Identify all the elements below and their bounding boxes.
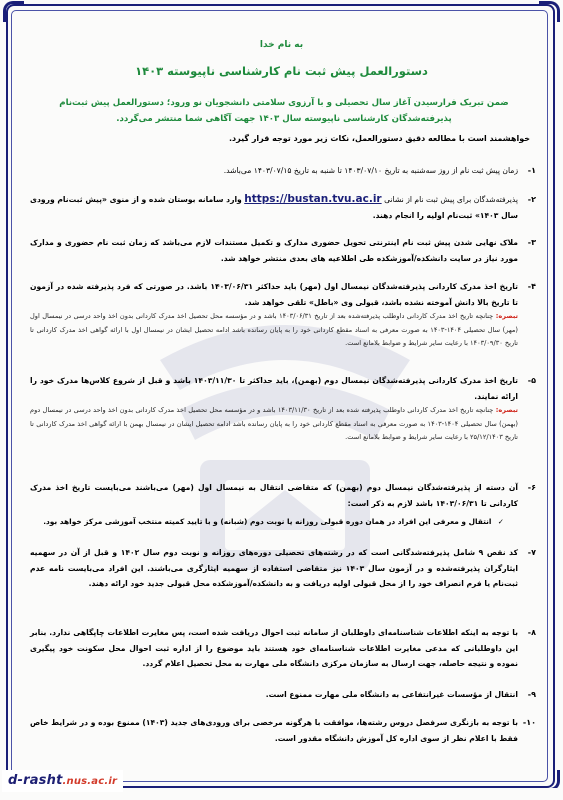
site-name: d-rasht xyxy=(8,773,63,788)
basmala-heading: به نام خدا xyxy=(259,40,304,50)
note-paragraph xyxy=(30,310,518,351)
site-watermark-logo xyxy=(2,770,123,792)
item-text: پذیرفته‌شدگان برای پیش ثبت نام از نشانی xyxy=(384,195,518,204)
item-number: ۵- xyxy=(527,376,536,385)
item-text: ملاک نهایی شدن پیش ثبت نام اینترنتی تحویل حضوری مدارک و تکمیل مستندات لازم می‌باشد که زمان ثبت نام حضوری و مدارک مورد نیاز در سایت دانشکده/آموزشکده طی اطلاعیه های بعدی منتشر خواهد شد. xyxy=(30,238,518,263)
item-text: انتقال از مؤسسات غیرانتفاعی به دانشگاه ملی مهارت ممنوع است. xyxy=(265,690,518,699)
item-number: ۱۰- xyxy=(522,718,536,727)
list-item xyxy=(30,715,536,746)
list-item xyxy=(30,279,536,351)
item-number: ۶- xyxy=(527,483,536,492)
intro-text: خواهشمند است با مطالعه دقیق دستورالعمل، نکات زیر مورد توجه قرار گیرد. xyxy=(229,134,530,143)
item-number: ۴- xyxy=(527,282,536,291)
note-text: چنانچه تاریخ اخذ مدرک کاردانی داوطلب پذیرفته شده بعد از تاریخ ۱۴۰۳/۱۱/۳۰ باشد و در مؤسسه محل تحصیل اخذ مدرک کاردانی بدون اخذ واحد درسی در نیمسال دوم (بهمن) سال تحصیلی ۱۴۰۴-۱۴۰۳ به صورت معرفی به اسناد مقطع کاردانی خود را به پایان رسانده باشد ادامه تحصیل ایشان در نیمسال بهمن با ارائه گواهی اخذ مدرک کاردانی تا تاریخ ۲۵/۱۲/۱۴۰۳ با رعایت سایر شرایط و ضوابط بلامانع است. xyxy=(30,406,518,441)
subitem-text: انتقال و معرفی این افراد در همان دوره قبولی روزانه یا نوبت دوم (شبانه) و با تایید کمیته منتخب آموزشی مرکز خواهد بود. xyxy=(43,517,492,526)
item-number: ۲- xyxy=(527,195,536,204)
list-item xyxy=(30,373,536,445)
list-item xyxy=(30,163,536,179)
item-text: تاریخ اخذ مدرک کاردانی پذیرفته‌شدگان نیمسال دوم (بهمن)، باید حداکثر تا ۱۴۰۳/۱۱/۳۰ باشد و قبل از شروع کلاس‌ها مدرک خود را ارائه نمایند. xyxy=(30,376,518,401)
list-item xyxy=(30,687,536,703)
note-label: تبصره: xyxy=(495,406,518,414)
corner-ornament xyxy=(539,1,560,22)
item-number: ۱- xyxy=(527,166,536,175)
page-title: دستورالعمل پیش ثبت نام کارشناسی ناپیوسته ۱۴۰۳ xyxy=(135,64,428,78)
greeting-paragraph: ضمن تبریک فرارسیدن آغاز سال تحصیلی و با آرزوی سلامتی دانشجویان نو ورود؛ دستورالعمل پیش ثبت‌نام پذیرفته‌شدگان کارشناسی ناپیوسته سال ۱۴۰۳ جهت آگاهی شما منتشر می‌گردد. xyxy=(59,98,509,124)
site-domain: .nus.ac.ir xyxy=(62,776,118,787)
list-item xyxy=(30,235,536,266)
item-text: وارد سامانه بوستان شده و از منوی «پیش ثبت‌نام ورودی سال ۱۴۰۳» ثبت‌نام اولیه را انجام دهند. xyxy=(30,195,518,220)
item-text: زمان پیش ثبت نام از روز سه‌شنبه به تاریخ ۱۴۰۳/۰۷/۱۰ تا شنبه به تاریخ ۱۴۰۳/۰۷/۱۵ می‌باشد. xyxy=(223,166,518,175)
item-text: با توجه به اینکه اطلاعات شناسنامه‌ای داوطلبان از سامانه ثبت احوال دریافت شده است، پس مغایرت اطلاعات چاپگاهی ندارد. بنابر این داوطلبانی که مدعی مغایرت اطلاعات شناسنامه‌ای خود هستند باید موضوع را از اداره ثبت احوال محل سکونت خود پیگیری نموده و نتیجه حاصله، جهت ارسال به سازمان مرکزی دانشگاه ملی مهارت به محل تحصیل اعلام گردد. xyxy=(30,628,518,668)
item-text: تاریخ اخذ مدرک کاردانی پذیرفته‌شدگان نیمسال اول (مهر) باید حداکثر ۱۴۰۳/۰۶/۳۱ باشد. در صورتی که فرد پذیرفته شده در آزمون تا تاریخ بالا دانش آموخته نشده باشد، قبولی وی «باطل» تلقی خواهد شد. xyxy=(30,282,518,307)
list-item xyxy=(30,545,536,592)
note-label: تبصره: xyxy=(495,312,518,320)
list-item xyxy=(30,192,536,223)
bustan-link[interactable]: https://bustan.tvu.ac.ir xyxy=(244,193,382,205)
item-text: با توجه به بازنگری سرفصل دروس رشته‌ها، موافقت با هرگونه مرخصی برای ورودی‌های جدید (۱۴۰۳) ممنوع بوده و در شرایط خاص فقط با اعلام نظر از سوی اداره کل آموزش دانشگاه مقدور است. xyxy=(30,718,518,743)
list-item xyxy=(30,480,536,511)
item-number: ۹- xyxy=(527,690,536,699)
note-text: چنانچه تاریخ اخذ مدرک کاردانی داوطلب پذیرفته‌شده بعد از تاریخ ۱۴۰۳/۰۶/۳۱ باشد و در مؤسسه محل تحصیل اخذ مدرک کاردانی بدون اخذ واحد درسی در نیمسال اول (مهر) سال تحصیلی ۱۴۰۴-۱۴۰۳ به صورت معرفی به اسناد مقطع کاردانی خود را به پایان رسانده باشد ادامه تحصیل ایشان در نیمسال اول با ارائه گواهی اخذ مدرک کاردانی تا تاریخ ۱۴۰۳/۰۹/۳۰ با رعایت سایر شرایط و ضوابط بلامانع است. xyxy=(30,312,518,347)
checked-subitem xyxy=(34,514,504,529)
checkmark-icon: ✓ xyxy=(497,517,504,526)
item-text: آن دسته از پذیرفته‌شدگان نیمسال دوم (بهمن) که متقاضی انتقال به نیمسال اول (مهر) می‌باشند می‌بایست تاریخ اخذ مدرک کاردانی تا ۱۴۰۳/۰۶/۳۱ باشد لازم به ذکر است: xyxy=(30,483,518,508)
item-text: کد نقص ۹ شامل پذیرفته‌شدگانی است که در رشته‌های تحصیلی دوره‌های روزانه و نوبت دوم سال ۱۴۰۲ و قبل از آن در سهمیه ایثارگران پذیرفته‌شده و در آزمون سال ۱۴۰۳ نیز متقاضی استفاده از سهمیه ایثارگری می‌باشند. این افراد می‌بایست نامه عدم ثبت‌نام یا فرم انصراف خود را از محل قبولی اولیه دریافت و به دانشکده/آموزشکده محل قبولی جدید خود ارائه دهند. xyxy=(30,548,518,588)
item-number: ۳- xyxy=(527,238,536,247)
item-number: ۷- xyxy=(527,548,536,557)
corner-ornament xyxy=(3,1,24,22)
item-number: ۸- xyxy=(527,628,536,637)
list-item xyxy=(30,625,536,672)
note-paragraph xyxy=(30,404,518,445)
